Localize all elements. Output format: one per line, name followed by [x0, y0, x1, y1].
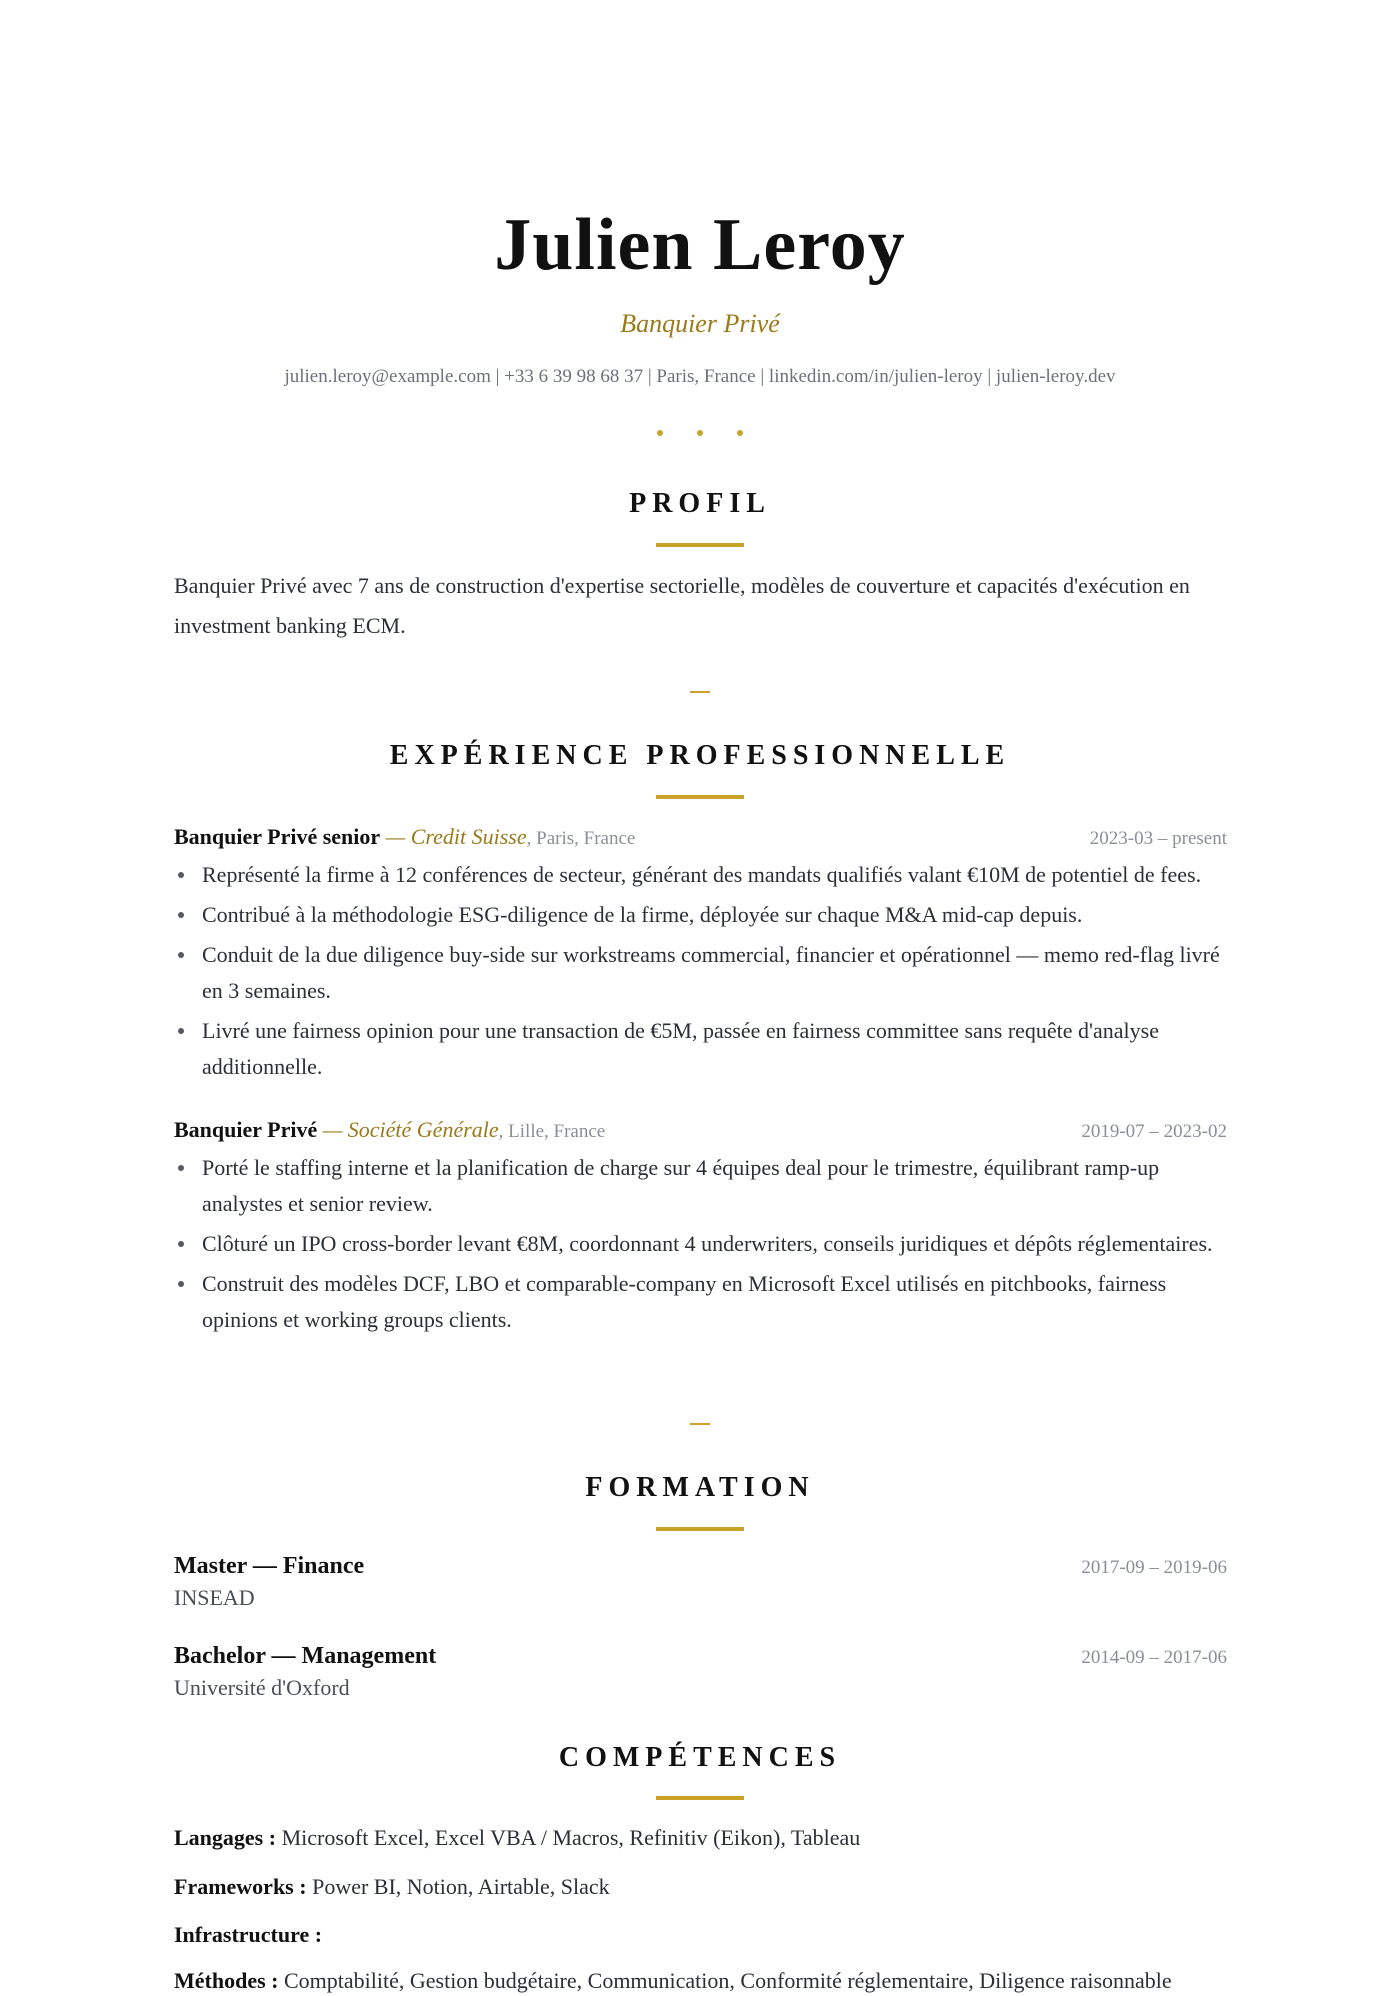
section-title-skills: COMPÉTENCES — [558, 1742, 842, 1773]
job-location: , Lille, France — [498, 1121, 606, 1142]
section-rule — [656, 543, 744, 547]
education-dates: 2017-09 – 2019-06 — [1081, 1557, 1227, 1578]
job-bullet: Livré une fairness opinion pour une transaction de €5M, passée en fairness committee sans requête d'analyse additionnelle. — [202, 1013, 1227, 1085]
job-bullet: Clôturé un IPO cross-border levant €8M, coordonnant 4 underwriters, conseils juridiques et dépôts réglementaires. — [202, 1226, 1227, 1262]
job-entry — [174, 1115, 1227, 1342]
job-dates: 2019-07 – 2023-02 — [1081, 1121, 1227, 1142]
job-bullet: Construit des modèles DCF, LBO et comparable-company en Microsoft Excel utilisés en pitchbooks, fairness opinions et working groups clients. — [202, 1266, 1227, 1338]
job-location: , Paris, France — [526, 828, 636, 849]
section-rule — [656, 1527, 744, 1531]
skill-value: Power BI, Notion, Airtable, Slack — [306, 1874, 610, 1899]
education-school: INSEAD — [174, 1585, 255, 1610]
skill-row — [174, 1872, 1227, 1902]
job-title: Banquier Privé — [174, 1117, 318, 1142]
section-separator — [690, 1423, 710, 1425]
skill-value: Comptabilité, Gestion budgétaire, Communication, Conformité réglementaire, Diligence raisonnable — [278, 1968, 1172, 1993]
section-title-education: FORMATION — [585, 1472, 815, 1503]
education-school: Université d'Oxford — [174, 1675, 350, 1700]
job-bullets — [174, 857, 1227, 1085]
skill-label: Méthodes : — [174, 1968, 279, 1993]
candidate-role: Banquier Privé — [620, 309, 780, 338]
skill-label: Frameworks : — [174, 1874, 307, 1899]
section-rule — [656, 795, 744, 799]
candidate-name: Julien Leroy — [494, 204, 906, 286]
ornament-dots — [0, 430, 1400, 436]
education-entry — [174, 1640, 1227, 1704]
job-dates: 2023-03 – present — [1089, 828, 1227, 849]
contact-line: julien.leroy@example.com | +33 6 39 98 68 37 | Paris, France | linkedin.com/in/julien-leroy | julien-leroy.dev — [284, 366, 1116, 387]
ornament-dot — [697, 430, 703, 436]
job-heading — [174, 822, 635, 854]
ornament-dot — [657, 430, 663, 436]
education-dates: 2014-09 – 2017-06 — [1081, 1647, 1227, 1668]
skill-row — [174, 1920, 1227, 1950]
skill-value: Microsoft Excel, Excel VBA / Macros, Refinitiv (Eikon), Tableau — [276, 1825, 861, 1850]
skill-label: Infrastructure : — [174, 1922, 323, 1947]
section-title-profile: PROFIL — [629, 488, 771, 519]
skill-row — [174, 1823, 1227, 1853]
education-degree: Bachelor — Management — [174, 1643, 437, 1669]
job-title: Banquier Privé senior — [174, 824, 381, 849]
job-bullet: Porté le staffing interne et la planification de charge sur 4 équipes deal pour le trimestre, équilibrant ramp-up analystes et senior review. — [202, 1150, 1227, 1222]
education-header — [174, 1550, 1227, 1582]
skill-label: Langages : — [174, 1825, 277, 1850]
job-bullet: Conduit de la due diligence buy-side sur workstreams commercial, financier et opérationnel — memo red-flag livré en 3 semaines. — [202, 937, 1227, 1009]
job-entry — [174, 822, 1227, 1089]
education-entry — [174, 1550, 1227, 1614]
section-title-experience: EXPÉRIENCE PROFESSIONNELLE — [389, 740, 1011, 771]
profile-section — [174, 566, 1227, 646]
job-header — [174, 1115, 1227, 1147]
section-rule — [656, 1796, 744, 1800]
job-bullets — [174, 1150, 1227, 1338]
skill-row — [174, 1966, 1227, 1996]
ornament-dot — [737, 430, 743, 436]
job-bullet: Représenté la firme à 12 conférences de secteur, générant des mandats qualifiés valant €10M de potentiel de fees. — [202, 857, 1227, 893]
job-company: — Société Générale — [322, 1117, 499, 1142]
education-degree: Master — Finance — [174, 1553, 365, 1579]
job-bullet: Contribué à la méthodologie ESG-diligence de la firme, déployée sur chaque M&A mid-cap depuis. — [202, 897, 1227, 933]
job-company: — Credit Suisse — [385, 824, 527, 849]
education-header — [174, 1640, 1227, 1672]
section-separator — [690, 691, 710, 693]
job-heading — [174, 1115, 605, 1147]
job-header — [174, 822, 1227, 854]
profile-text: Banquier Privé avec 7 ans de construction d'expertise sectorielle, modèles de couverture et capacités d'exécution en investment banking ECM. — [174, 573, 1190, 638]
